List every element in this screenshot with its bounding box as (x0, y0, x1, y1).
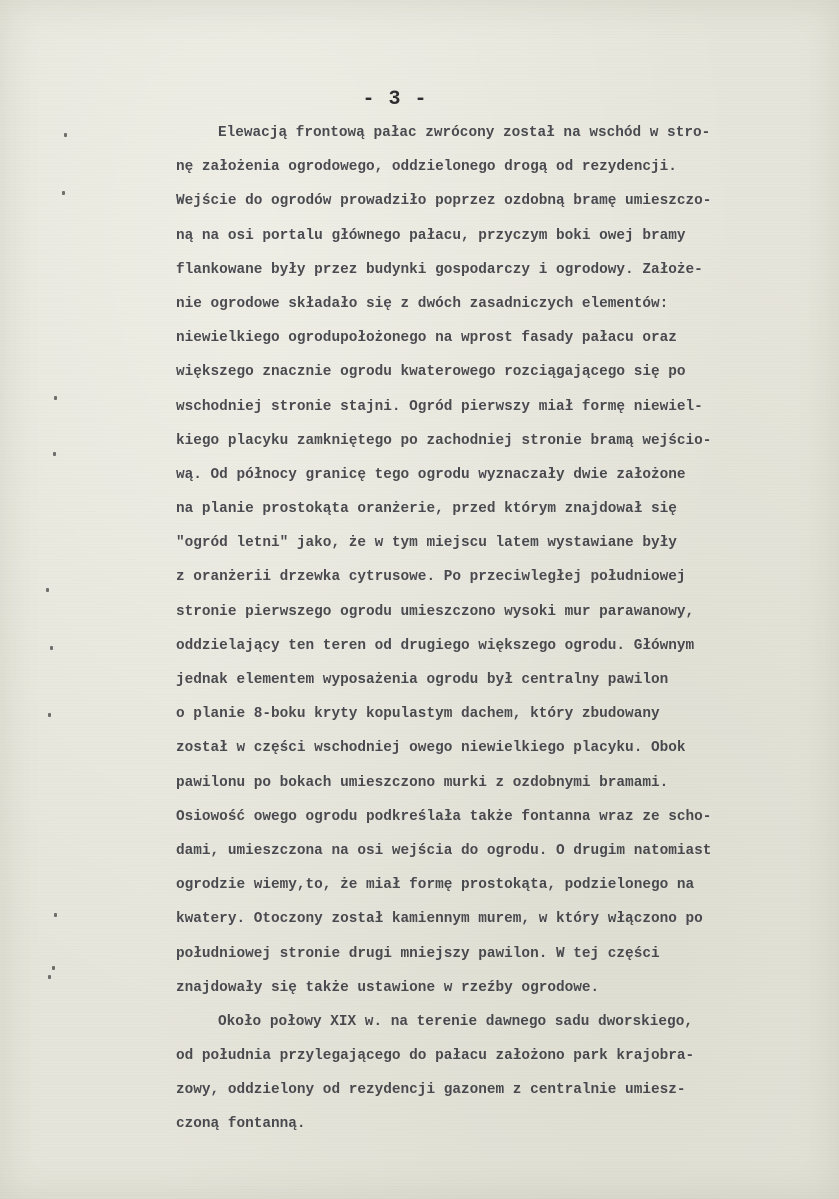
text-line: jednak elementem wyposażenia ogrodu był centralny pawilon (176, 672, 669, 688)
margin-mark (50, 646, 53, 650)
text-line: pawilonu po bokach umieszczono murki z ozdobnymi bramami. (176, 774, 669, 791)
text-line: ogrodzie wiemy,to, że miał formę prostokąta, podzielonego na (176, 877, 695, 894)
text-line: oddzielający ten teren od drugiego większego ogrodu. Głównym (176, 637, 695, 654)
margin-mark (48, 713, 51, 717)
text-line: niewielkiego ogrodupołożonego na wprost fasady pałacu oraz (176, 330, 677, 347)
text-line: dami, umieszczona na osi wejścia do ogrodu. O drugim natomiast (176, 842, 712, 859)
text-line: z oranżerii drzewka cytrusowe. Po przeciwległej południowej (176, 569, 686, 586)
margin-mark (54, 913, 57, 917)
text-line: Około połowy XIX w. na terenie dawnego sadu dworskiego, (218, 1013, 693, 1030)
text-line: wą. Od północy granicę tego ogrodu wyznaczały dwie założone (176, 466, 686, 483)
text-line: znajdowały się także ustawione w rzeźby ogrodowe. (176, 979, 600, 996)
text-line: kiego placyku zamkniętego po zachodniej stronie bramą wejścio- (176, 432, 712, 449)
text-line: większego znacznie ogrodu kwaterowego rozciągającego się po (176, 364, 686, 381)
margin-mark (48, 975, 51, 979)
text-line: Osiowość owego ogrodu podkreślała także fontanna wraz ze scho- (176, 808, 712, 825)
text-line: o planie 8-boku kryty kopulastym dachem, który zbudowany (176, 706, 660, 723)
text-line: od południa przylegającego do pałacu założono park krajobra- (176, 1048, 695, 1065)
margin-mark (64, 133, 67, 137)
text-line: zowy, oddzielony od rezydencji gazonem z centralnie umiesz- (176, 1082, 686, 1099)
body-text (176, 116, 806, 1142)
margin-mark (52, 966, 55, 970)
text-line: flankowane były przez budynki gospodarczy i ogrodowy. Założe- (176, 261, 703, 278)
margin-mark (53, 452, 56, 456)
text-line: południowej stronie drugi mniejszy pawilon. W tej części (176, 945, 660, 962)
page-number: - 3 - (362, 88, 428, 111)
text-line: został w części wschodniej owego niewielkiego placyku. Obok (176, 740, 686, 757)
margin-binding-marks (40, 0, 60, 1199)
text-line: stronie pierwszego ogrodu umieszczono wysoki mur parawanowy, (176, 603, 695, 620)
text-line: ną na osi portalu głównego pałacu, przyczym boki owej bramy (176, 227, 686, 244)
text-line: na planie prostokąta oranżerie, przed którym znajdował się (176, 501, 677, 518)
text-line: nie ogrodowe składało się z dwóch zasadniczych elementów: (176, 295, 669, 312)
text-line: czoną fontanną. (176, 1116, 306, 1133)
text-line: wschodniej stronie stajni. Ogród pierwszy miał formę niewiel- (176, 398, 703, 415)
text-line: Elewacją frontową pałac zwrócony został na wschód w stro- (218, 125, 711, 141)
text-line: nę założenia ogrodowego, oddzielonego drogą od rezydencji. (176, 159, 677, 176)
text-line: Wejście do ogrodów prowadziło poprzez ozdobną bramę umieszczo- (176, 193, 712, 210)
margin-mark (54, 396, 57, 400)
margin-mark (62, 191, 65, 195)
margin-mark (46, 588, 49, 592)
text-line: "ogród letni" jako, że w tym miejscu latem wystawiane były (176, 535, 677, 552)
text-line: kwatery. Otoczony został kamiennym murem, w który włączono po (176, 911, 703, 928)
